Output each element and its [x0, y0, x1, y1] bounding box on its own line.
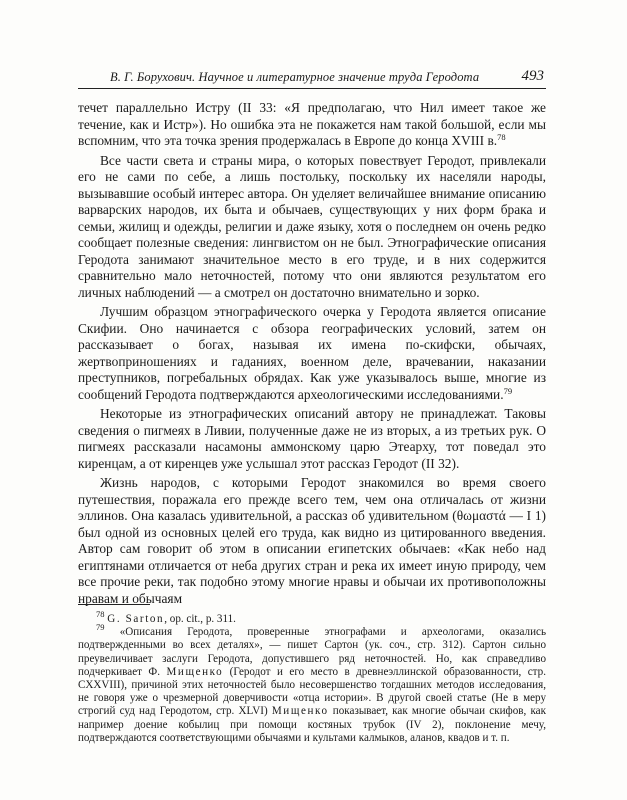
paragraph-2	[78, 153, 546, 302]
paragraph-3	[78, 304, 546, 403]
footnote-78	[78, 609, 546, 626]
footnote-text: показывает, как многие обычаи скифов, как например доение кобылиц при помощи костяных трубок (IV 2), поклонение мечу, подтверждаются соответствующими обычаями и культами калмыков, аланов, квадов и т. п.	[78, 705, 546, 744]
footnote-divider	[78, 604, 150, 605]
footnote-author: G. Sarton	[107, 613, 165, 625]
footnotes	[78, 609, 546, 745]
paragraph-text: Некоторые из этнографических описаний автору не принадлежат. Таковы сведения о пигмеях в Ливии, полученные даже не из вторых, а из третьих рук. О пигмеях рассказали насамоны аммонскому царю Этеарху, тот поведал это киренцам, а от киренцев уже услышал этот рассказ Геродот (II 32).	[78, 406, 546, 471]
page-header	[78, 66, 546, 89]
footnote-author: Мищенко	[166, 665, 224, 678]
paragraph-text: Все части света и страны мира, о которых повествует Геродот, привлекали его не сами по себе, а лишь постольку, поскольку их населяли народы, вызывавшие особый интерес автора. Он уделяет величайшее внимание описанию варварских народов, их быта и обычаев, существующих у них форм брака и семьи, жилищ и одежды, религии и даже языку, хотя о последнем он очень редко сообщает полезные сведения: лингвистом он не был. Этнографические описания Геродота занимают значительное место в его труде, и в них содержится сравнительно мало неточностей, потому что они являются результатом его личных наблюдений — а смотрел он достаточно внимательно и зорко.	[78, 152, 546, 300]
paragraph-1	[78, 100, 546, 150]
footnote-ref-text: , op. cit., p. 311.	[164, 613, 236, 625]
footnote-number: 78	[96, 609, 105, 619]
running-head: В. Г. Борухович. Научное и литературное значение труда Геродота	[110, 70, 480, 84]
body-text	[78, 100, 546, 610]
paragraph-text: течет параллельно Истру (II 33: «Я предполагаю, что Нил имеет такое же течение, как и Истр»). Но ошибка эта не покажется нам такой большой, если мы вспомним, что эта точка зрения продержалась в Европе до конца XVIII в.	[78, 100, 546, 148]
paragraph-4	[78, 406, 546, 472]
paragraph-5	[78, 475, 546, 607]
footnote-text: (Геродот и его место в древнеэллинской образованности, стр. CXXVIII), причиной этих неточностей было несовершенство тогдашних методов исследования, не говоря уже о чрезмерной доверчивости «отца истории». В другой своей статье (Не в меру строгий суд над Геродотом, стр. XLVI)	[78, 665, 546, 718]
paragraph-text: Жизнь народов, с которыми Геродот знакомился во время своего путешествия, поражала его прежде всего тем, чем она отличалась от жизни эллинов. Она казалась удивительной, а рассказ об удивительном (θωμαστά — I 1) был одной из основных целей его труда, как видно из цитированного введения. Автор сам говорит об этом в описании египетских обычаев: «Как небо над египтянами отличается от неба других стран и река их имеет иную природу, чем все прочие реки, так подобно этому многие нравы и обычаи их противоположны нравам и обычаям	[78, 475, 546, 606]
footnote-ref-78[interactable]: 78	[497, 132, 506, 142]
page-number: 493	[521, 68, 544, 84]
footnote-ref-79[interactable]: 79	[503, 385, 513, 396]
footnote-author: Мищенко	[271, 705, 329, 718]
footnote-79	[78, 622, 546, 745]
footnote-number: 79	[96, 622, 105, 633]
paragraph-text: Лучшим образцом этнографического очерка у Геродота является описание Скифии. Оно начинается с обзора географических условий, затем он рассказывает о богах, называя их имена по-скифски, обычаях, жертвоприношениях и гаданиях, военном деле, врачевании, наказании преступников, погребальных обрядах. Как уже указывалось выше, многие из сообщений Геродота подтверждаются археологическими исследованиями.	[78, 304, 546, 402]
footnote-text: «Описания Геродота, проверенные этнографами и археологами, оказались подтвержденными во всех деталях», — пишет Сартон (ук. соч., стр. 312). Сартон сильно преувеличивает заслуги Геродота, допустившего ряд неточностей. Но, как справедливо подчеркивает Ф.	[78, 626, 546, 678]
